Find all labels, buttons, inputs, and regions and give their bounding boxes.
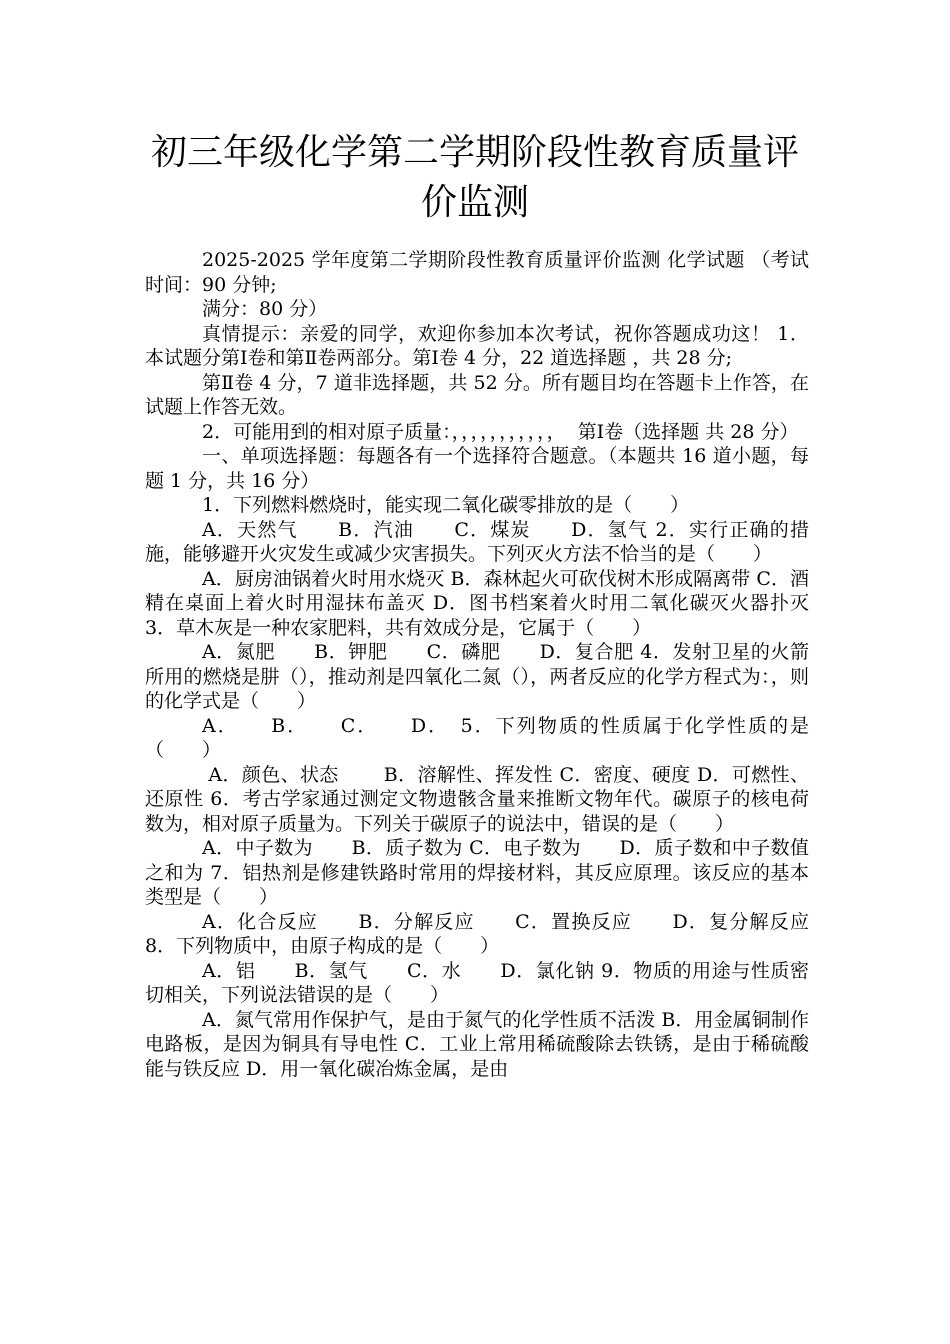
document-body: [145, 248, 816, 1081]
question-7-options-question-8: A．化合反应 B．分解反应 C．置换反应 D．复分解反应 8．下列物质中，由原子构成的是（ ）: [145, 910, 816, 957]
paragraph-section-one: 一、单项选择题：每题各有一个选择符合题意。（本题共 16 道小题，每题 1 分，共 16 分）: [145, 445, 809, 492]
paragraph-part-two: 第Ⅱ卷 4 分，7 道非选择题，共 52 分。所有题目均在答题卡上作答，在试题上作答无效。: [145, 371, 809, 418]
question-1: 1．下列燃料燃烧时，能实现二氧化碳零排放的是（ ）: [202, 494, 690, 516]
paragraph-full-score: 满分：80 分）: [202, 298, 328, 320]
document-title-line-1: 初三年级化学第二学期阶段性教育质量评: [150, 132, 799, 173]
question-3-options-question-4: A．氮肥 B．钾肥 C．磷肥 D．复合肥 4．发射卫星的火箭所用的燃烧是肼（），推动剂是四氧化二氮（），两者反应的化学方程式为：，则的化学式是（ ）: [145, 641, 809, 712]
paragraph-atomic-mass: 2．可能用到的相对原子质量：，，，，，，，，，，， 第Ⅰ卷（选择题 共 28 分）: [202, 420, 799, 443]
document-title-line-2: 价监测: [420, 182, 529, 223]
question-1-options-question-2: A．天然气 B．汽油 C．煤炭 D．氢气 2．实行正确的措施，能够避开火灾发生或减少灾害损失。下列灭火方法不恰当的是（ ）: [145, 518, 809, 565]
question-6-options-question-7: A．中子数为 B．质子数为 C．电子数为 D．质子数和中子数值之和为 7．铝热剂是修建铁路时常用的焊接材料，其反应原理。该反应的基本类型是（ ）: [145, 837, 809, 908]
paragraph-header: 2025-2025 学年度第二学期阶段性教育质量评价监测 化学试题 （考试时间：90 分钟;: [145, 249, 809, 296]
question-9-options: A．氮气常用作保护气，是由于氮气的化学性质不活泼 B．用金属铜制作电路板，是因为铜具有导电性 C．工业上常用稀硫酸除去铁锈，是由于稀硫酸能与铁反应 D．用一氧化碳冶炼金属，是由: [145, 1008, 809, 1080]
question-2-options-question-3: A．厨房油锅着火时用水烧灭 B．森林起火可砍伐树木形成隔离带 C．酒精在桌面上着火时用湿抹布盖灭 D．图书档案着火时用二氧化碳灭火器扑灭 3．草木灰是一种农家肥料，共有效成分是，它属于（ ）: [145, 567, 816, 639]
question-8-options-question-9: A．铝 B．氢气 C．水 D．氯化钠 9．物质的用途与性质密切相关，下列说法错误的是（ ）: [145, 959, 809, 1006]
question-5-options-question-6: A．颜色、状态 B．溶解性、挥发性 C．密度、硬度 D．可燃性、还原性 6．考古学家通过测定文物遗骸含量来推断文物年代。碳原子的核电荷数为，相对原子质量为。下列关于碳原子的说法中，错误的是（ ）: [145, 763, 809, 835]
paragraph-tips: 真情提示：亲爱的同学，欢迎你参加本次考试，祝你答题成功这！ 1．本试题分第Ⅰ卷和第Ⅱ卷两部分。第Ⅰ卷 4 分，22 道选择题 ，共 28 分;: [145, 322, 809, 369]
question-4-options-question-5: A． B． C． D． 5．下列物质的性质属于化学性质的是（ ）: [145, 714, 809, 761]
